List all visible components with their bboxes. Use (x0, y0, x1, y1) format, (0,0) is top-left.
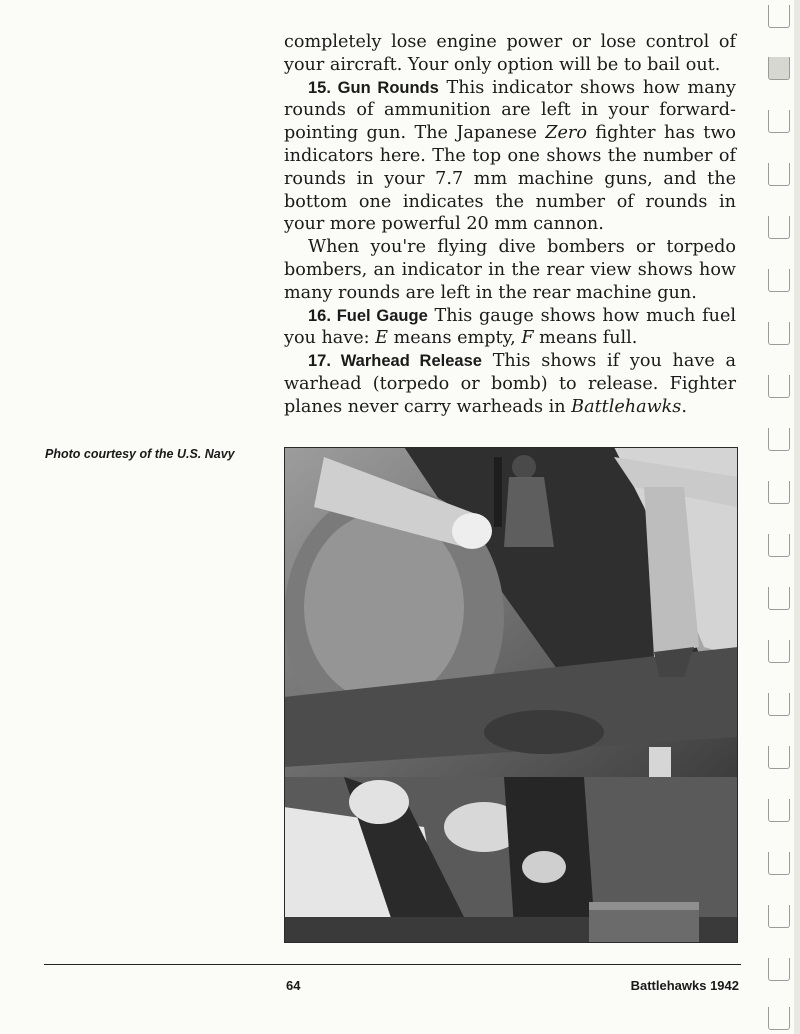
binding-ring (768, 534, 790, 557)
photo-caption: Photo courtesy of the U.S. Navy (45, 447, 235, 461)
binding-ring (768, 1007, 790, 1030)
binding-ring (768, 852, 790, 875)
binding-ring (768, 905, 790, 928)
page-number: 64 (286, 978, 301, 993)
paragraph-gun-rounds: 15. Gun Rounds This indicator shows how many rounds of ammunition are left in your forward-pointing gun. The Japanese Zero fighter has two indicators here. The top one shows the number of rounds in your 7.7 mm machine guns, and the bottom one indicates the number of rounds in your more powerful 20 mm cannon. (284, 77, 736, 235)
binding-ring (768, 163, 790, 186)
footer-rule (44, 964, 741, 965)
binding-ring (768, 958, 790, 981)
item-heading: 15. Gun Rounds (308, 78, 439, 97)
paragraph-fuel-gauge: 16. Fuel Gauge This gauge shows how much fuel you have: E means empty, F means full. (284, 305, 737, 349)
item-heading: 17. Warhead Release (308, 352, 482, 371)
binding-ring (768, 640, 790, 663)
binding-ring (768, 799, 790, 822)
paragraph-rear-gun: When you're flying dive bombers or torpedo bombers, an indicator in the rear view shows how many rounds are left in the rear machine gun. (284, 237, 736, 303)
binding-ring (768, 110, 790, 133)
running-footer-title: Battlehawks 1942 (630, 978, 739, 993)
navy-photo-illustration (284, 447, 738, 943)
binding-ring (768, 481, 790, 504)
binding-ring (768, 216, 790, 239)
item-heading: 16. Fuel Gauge (308, 306, 428, 325)
binding-ring (768, 269, 790, 292)
binding-ring (768, 428, 790, 451)
binding-ring (768, 322, 790, 345)
binding-ring (768, 375, 790, 398)
binding-ring (768, 5, 790, 28)
spiral-binding (760, 0, 800, 1034)
binding-ring (768, 587, 790, 610)
navy-photo (284, 447, 738, 943)
paragraph-warhead-release: 17. Warhead Release This shows if you have a warhead (torpedo or bomb) to release. Fighter planes never carry warheads in Battlehawks. (284, 351, 736, 417)
body-text (284, 31, 736, 419)
binding-ring (768, 57, 790, 80)
binding-ring (768, 693, 790, 716)
paragraph-continued: completely lose engine power or lose control of your aircraft. Your only option will be to bail out. (284, 32, 736, 75)
binding-ring (768, 746, 790, 769)
